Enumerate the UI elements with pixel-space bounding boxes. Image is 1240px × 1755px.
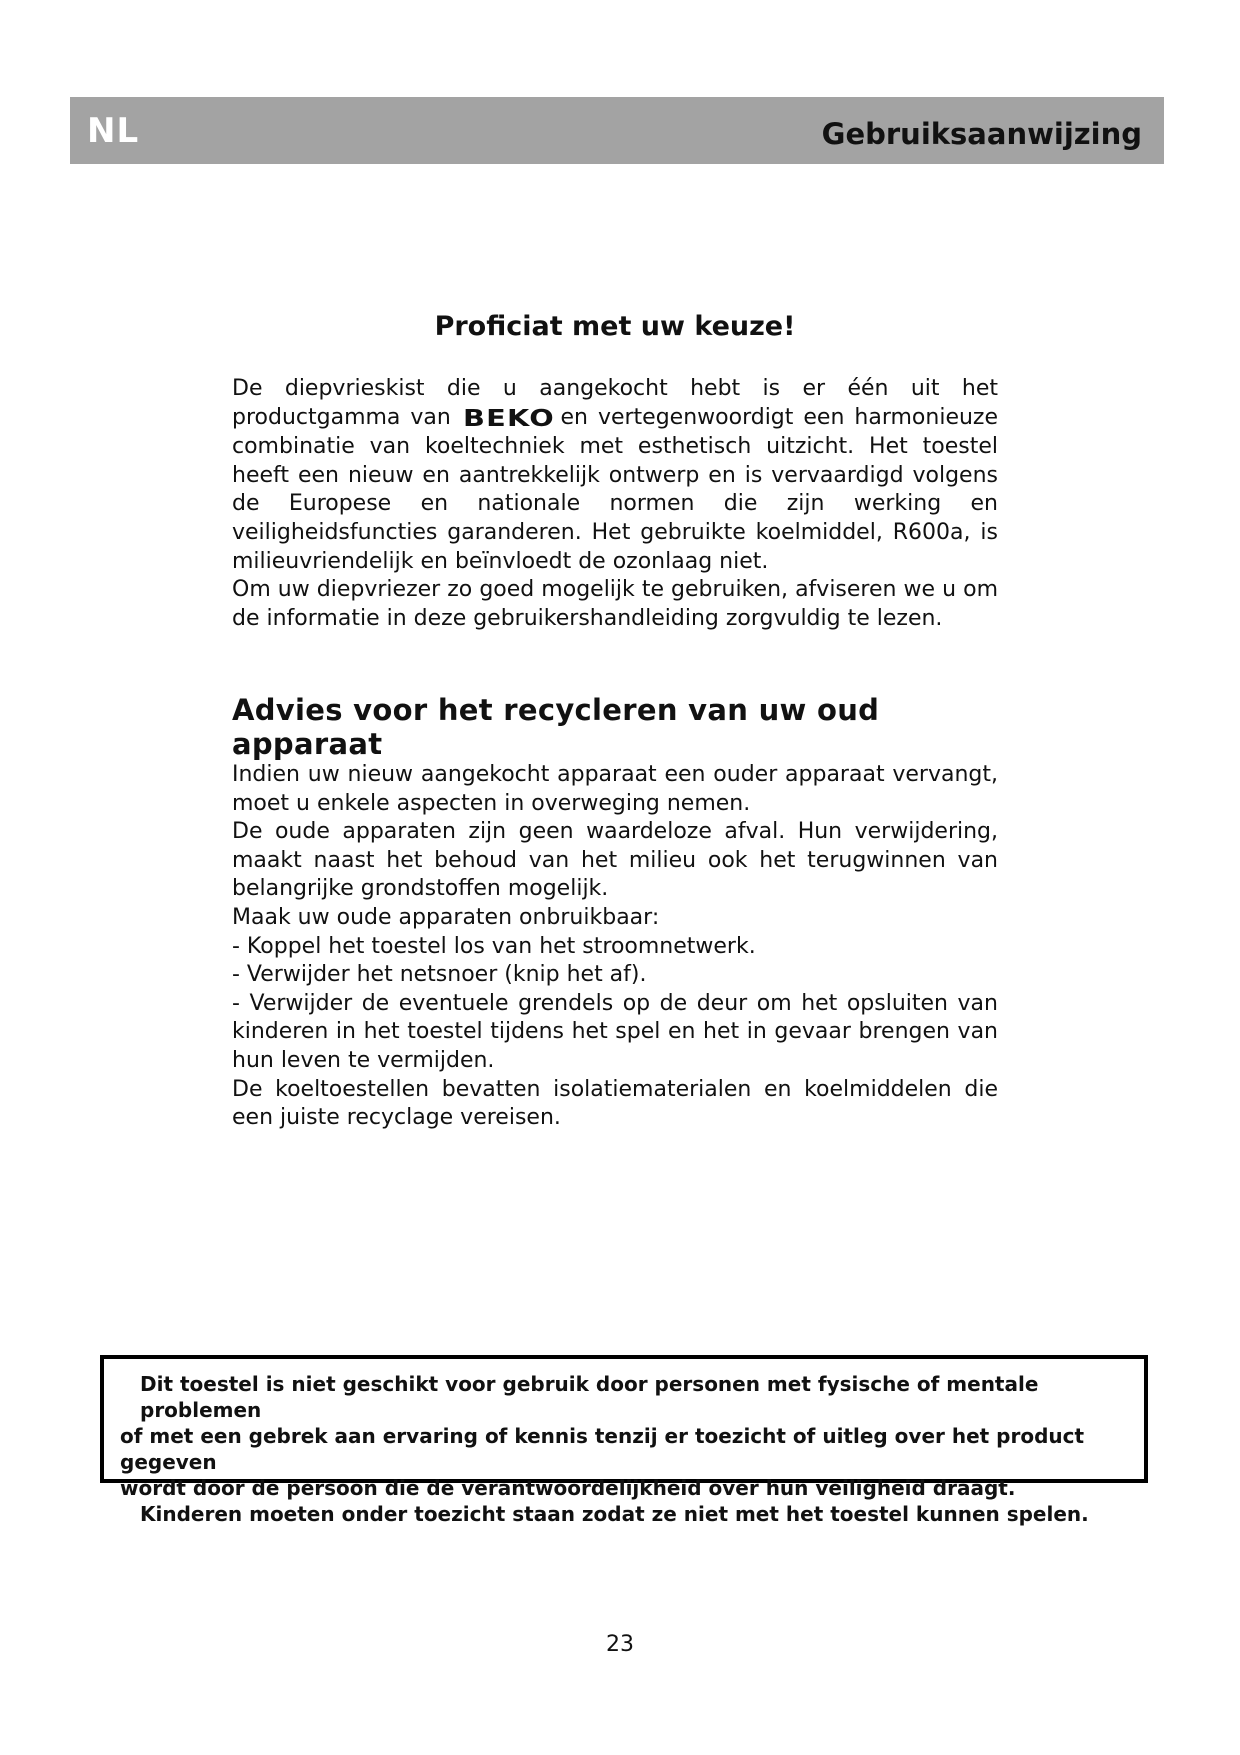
page-number: 23 (606, 1632, 634, 1657)
language-code: NL (87, 111, 140, 151)
header-bar (70, 97, 1164, 164)
recycling-heading: Advies voor het recycleren van uw oud apparaat (232, 693, 880, 761)
recycling-line: De oude apparaten zijn geen waardeloze afval. Hun verwijdering, maakt naast het behoud van het milieu ook het terugwinnen van belangrijke grondstoffen mogelijk. (232, 819, 998, 902)
warning-line-3: wordt door de persoon die de verantwoordelijkheid over hun veiligheid draagt. (120, 1476, 1016, 1500)
document-title: Gebruiksaanwijzing (821, 117, 1142, 151)
recycling-step: - Verwijder het netsnoer (knip het af). (232, 962, 647, 988)
recycling-line: De koeltoestellen bevatten isolatiematerialen en koelmiddelen die een juiste recyclage vereisen. (232, 1076, 998, 1131)
warning-line-1: Dit toestel is niet geschikt voor gebruik door personen met fysische of mentale problemen (140, 1372, 1039, 1422)
safety-warning-box (100, 1355, 1148, 1526)
intro-text-after-logo: en vertegenwoordigt een harmonieuze combinatie van koeltechniek met esthetisch uitzicht. Het toestel heeft een nieuw en aantrekkelijk ontwerp en is vervaardigd volgens de Europese en nationale normen die zijn werking en veiligheidsfuncties garanderen. Het gebruikte koelmiddel, R600a, is milieuvriendelijk en beïnvloedt de ozonlaag niet. (232, 404, 999, 574)
recycling-line: Indien uw nieuw aangekocht apparaat een ouder apparaat vervangt, moet u enkele aspecten in overweging nemen. (232, 762, 998, 816)
recycling-line: Maak uw oude apparaten onbruikbaar: (232, 904, 660, 930)
intro-text-before-logo: De diepvrieskist die u aangekocht hebt is er één uit het productgamma van (232, 376, 998, 430)
intro-heading: Proficiat met uw keuze! (434, 311, 796, 342)
warning-line-4: Kinderen moeten onder toezicht staan zodat ze niet met het toestel kunnen spelen. (140, 1502, 1089, 1526)
recycling-text (232, 761, 998, 1133)
intro-paragraph-2: Om uw diepvriezer zo goed mogelijk te gebruiken, afviseren we u om de informatie in deze gebruikershandleiding zorgvuldig te lezen. (232, 577, 998, 631)
recycling-step: - Verwijder de eventuele grendels op de deur om het opsluiten van kinderen in het toestel tijdens het spel en het in gevaar brengen van hun leven te vermijden. (232, 990, 998, 1073)
intro-paragraph-1 (232, 375, 998, 576)
recycling-step: - Koppel het toestel los van het stroomnetwerk. (232, 933, 756, 959)
intro-text (232, 375, 998, 633)
warning-line-2: of met een gebrek aan ervaring of kennis tenzij er toezicht of uitleg over het product gegeven (120, 1424, 1085, 1474)
beko-logo: BEKO (462, 405, 555, 432)
